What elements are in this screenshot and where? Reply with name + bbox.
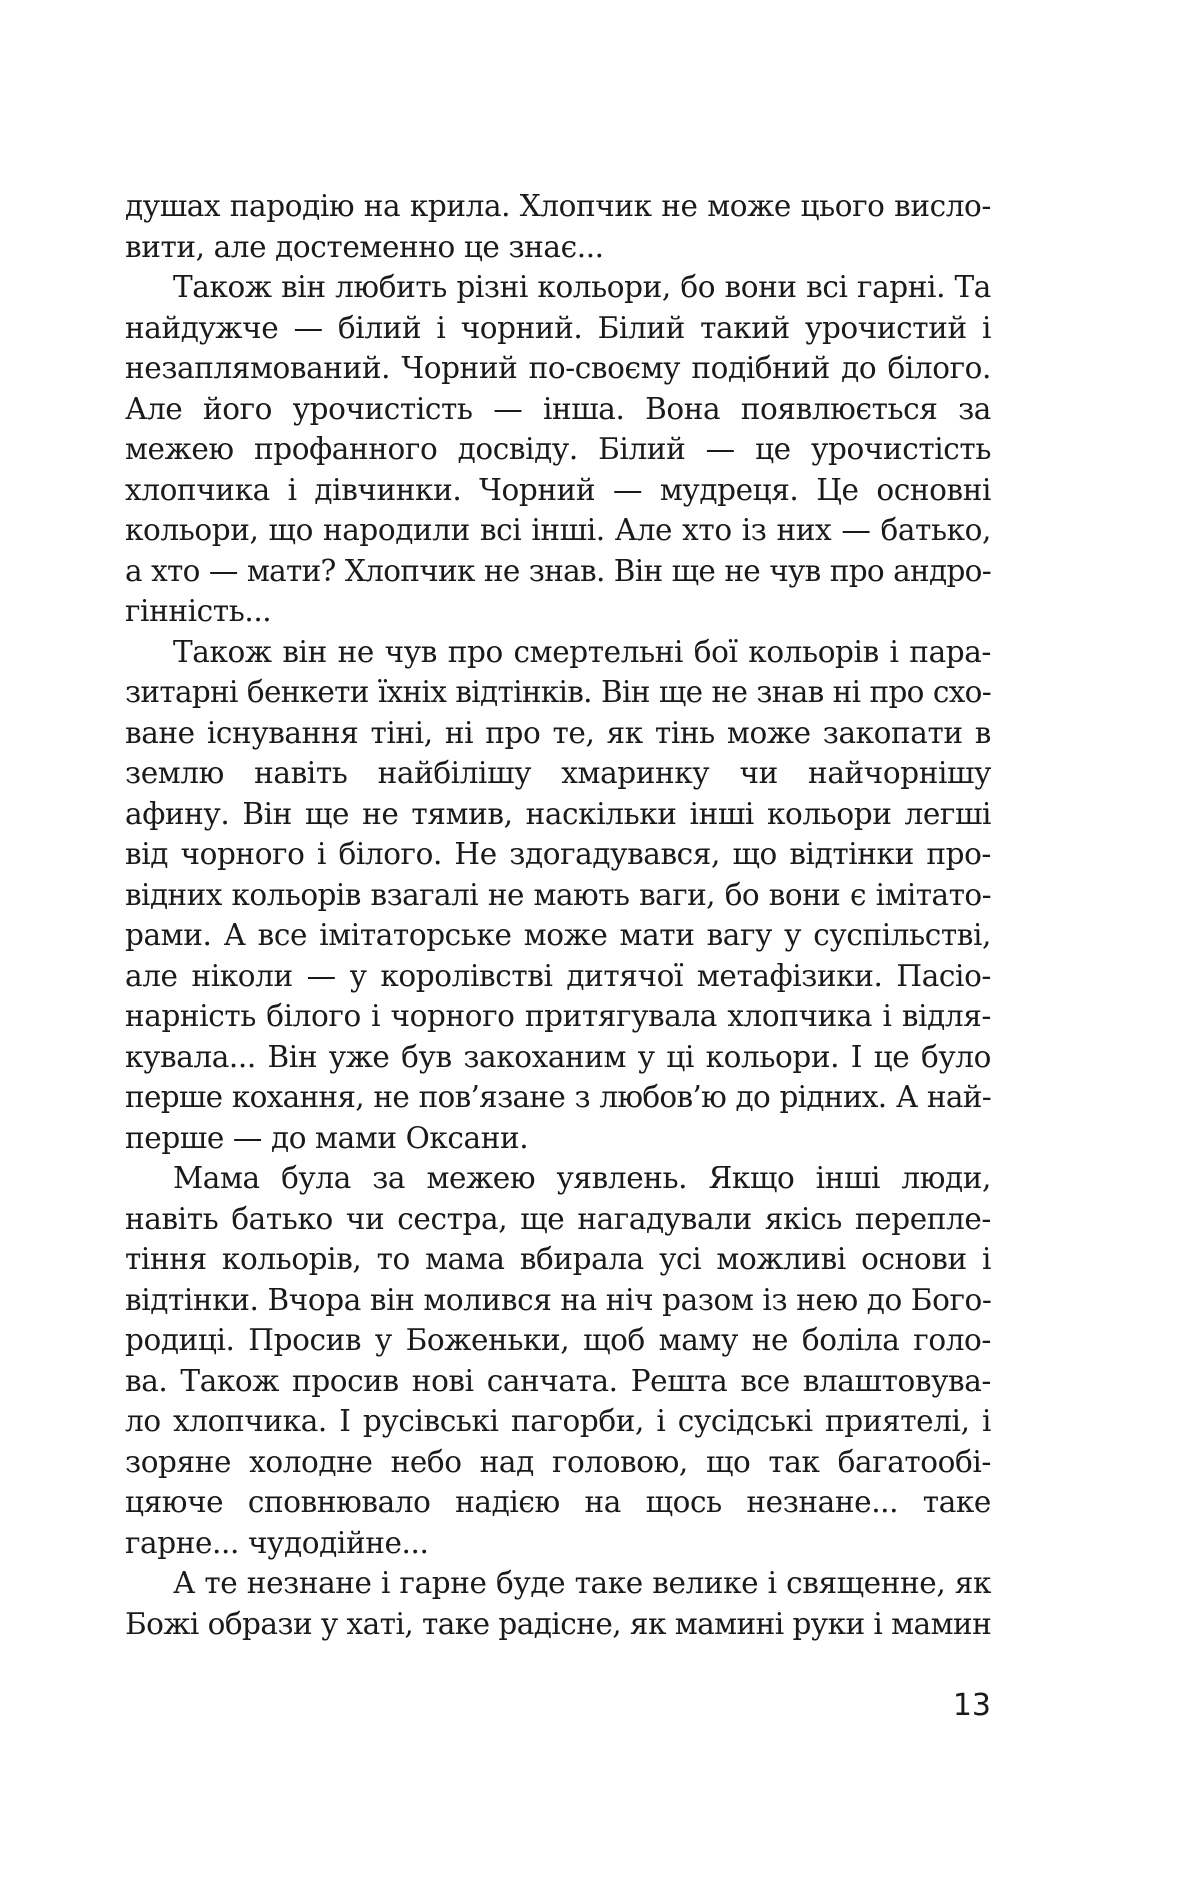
text-line: найдужче — білий і чорний. Білий такий урочистий і [125, 310, 991, 345]
text-line: ване існування тіні, ні про те, як тінь може закопати в [125, 715, 991, 750]
text-line: гарне... чудодійне... [125, 1525, 429, 1560]
text-line: цяюче сповнювало надією на щось незнане... таке [125, 1485, 991, 1519]
text-line: відтінки. Вчора він молився на ніч разом із нею до Бого- [125, 1282, 992, 1317]
text-line: від чорного і білого. Не здогадувався, що відтінки про- [125, 837, 991, 871]
text-line: перше кохання, не пов’язане з любов’ю до рідних. А най- [125, 1080, 991, 1114]
text-line: кольори, що народили всі інші. Але хто із них — батько, [125, 513, 991, 547]
text-line: навіть батько чи сестра, ще нагадували якісь перепле- [125, 1201, 991, 1236]
text-line: Але його урочистість — інша. Вона появлюється за [125, 391, 991, 426]
text-line: Мама була за межею уявлень. Якщо інші люди, [173, 1161, 991, 1195]
text-line: але ніколи — у королівстві дитячої метафізики. Пасіо- [125, 958, 991, 993]
text-line: ло хлопчика. І русівські пагорби, і сусідські приятелі, і [125, 1404, 991, 1438]
text-line: землю навіть найбілішу хмаринку чи найчорнішу [125, 756, 991, 790]
text-line: рами. А все імітаторське може мати вагу у суспільстві, [125, 918, 991, 952]
text-line: родиці. Просив у Боженьки, щоб маму не боліла голо- [125, 1323, 991, 1357]
text-line: вити, але достеменно це знає... [125, 229, 604, 264]
text-line: кувала... Він уже був закоханим у ці кольори. І це було [125, 1039, 991, 1074]
text-line: Також він любить різні кольори, бо вони всі гарні. Та [173, 270, 991, 304]
text-line: А те незнане і гарне буде таке велике і священне, як [173, 1566, 991, 1600]
text-line: Також він не чув про смертельні бої кольорів і пара- [173, 634, 991, 669]
text-line: відних кольорів взагалі не мають ваги, бо вони є імітато- [125, 877, 991, 912]
text-line: душах пародію на крила. Хлопчик не може цього висло- [125, 189, 991, 223]
text-line: зитарні бенкети їхніх відтінків. Він ще не знав ні про схо- [125, 675, 991, 709]
text-line: незаплямований. Чорний по-своєму подібний до білого. [125, 351, 991, 385]
text-line: гінність... [125, 594, 272, 628]
text-line: афину. Він ще не тямив, наскільки інші кольори легші [125, 796, 991, 831]
page-number: 13 [952, 1688, 991, 1723]
text-line: хлопчика і дівчинки. Чорний — мудреця. Це основні [125, 472, 991, 507]
text-line: а хто — мати? Хлопчик не знав. Він ще не чув про андро- [125, 553, 991, 588]
body-text [125, 186, 991, 1644]
text-line: Божі образи у хаті, таке радісне, як мамині руки і мамин [125, 1606, 992, 1641]
text-line: межею профанного досвіду. Білий — це урочистість [125, 432, 991, 466]
text-line: зоряне холодне небо над головою, що так багатообі- [125, 1444, 991, 1479]
text-line: ва. Також просив нові санчата. Решта все влаштовува- [125, 1363, 991, 1398]
text-line: тіння кольорів, то мама вбирала усі можливі основи і [125, 1242, 991, 1276]
text-line: перше — до мами Оксани. [125, 1120, 529, 1155]
text-line: нарність білого і чорного притягувала хлопчика і відля- [125, 999, 991, 1033]
